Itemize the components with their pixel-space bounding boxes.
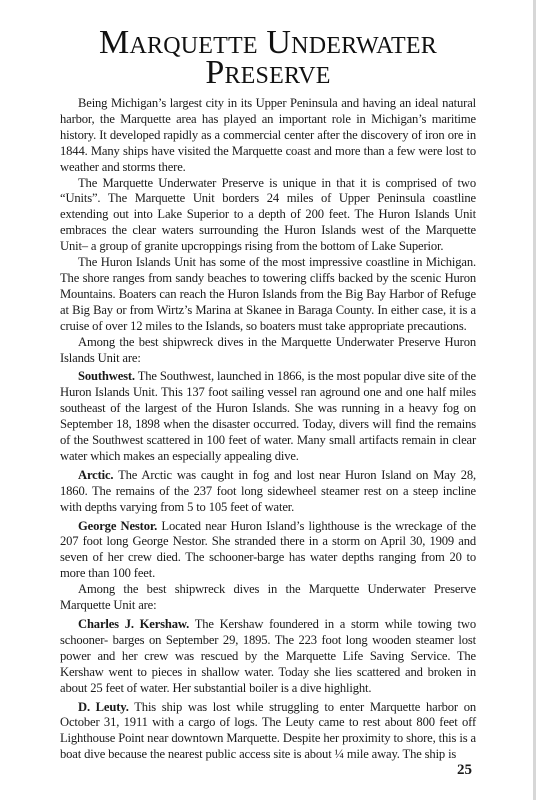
shipwreck-name: Southwest. (78, 369, 135, 384)
shipwreck-name: D. Leuty. (78, 699, 129, 714)
page-title-line-2: Preserve (205, 54, 331, 91)
page-title-line-1: Marquette Underwater (99, 24, 437, 61)
shipwreck-entry-arctic (60, 468, 476, 516)
paragraph: The Marquette Underwater Preserve is unique in that it is comprised of two “Units”. The Marquette Unit borders 24 miles of Upper Peninsula coastline extending out into Lake Superior to a depth of 200 feet. The Huron Islands Unit embraces the clear waters surrounding the Huron Islands west of the Marquette Unit– a group of granite upcroppings rising from the bottom of Lake Superior. (60, 175, 476, 254)
paragraph: Among the best shipwreck dives in the Marquette Underwater Preserve Huron Islands Unit are: (60, 334, 476, 365)
shipwreck-description: Located near Huron Island’s lighthouse is the wreckage of the 207 foot long George Nestor. She stranded there in a storm on April 30, 1909 and seven of her crew died. The schooner-barge has water depths ranging from 20 to more than 100 feet. (60, 518, 476, 581)
shipwreck-name: Charles J. Kershaw. (78, 617, 190, 631)
page-title (0, 24, 536, 91)
shipwreck-description: This ship was lost while struggling to enter Marquette harbor on October 31, 1911 with a cargo of logs. The Leuty came to rest about 800 feet off Lighthouse Point near downtown Marquette. Despite her proximity to shore, this is a boat dive because the nearest public access site is about ¼ mile away. The ship is (60, 699, 476, 762)
article-body (60, 96, 476, 763)
shipwreck-entry-charles-j-kershaw (60, 617, 476, 697)
shipwreck-entry-southwest (60, 369, 476, 464)
paragraph: The Huron Islands Unit has some of the most impressive coastline in Michigan. The shore ranges from sandy beaches to towering cliffs backed by the scenic Huron Mountains. Boaters can reach the Huron Islands from the Big Bay Harbor of Refuge at Big Bay or from Wirtz’s Marina at Skanee in Baraga County. In either case, it is a cruise of over 12 miles to the Islands, so boaters must take appropriate precautions. (60, 255, 476, 333)
shipwreck-entry-george-nestor (60, 519, 476, 583)
shipwreck-description: The Kershaw foundered in a storm while towing two schooner- barges on September 29, 1895. The 223 foot long wooden steamer lost power and her crew was rescued by the Marquette Life Saving Service. The Kershaw went to pieces in shallow water. Today she lies scattered and broken in about 25 feet of water. Her substantial boiler is a dive highlight. (60, 617, 477, 695)
paragraph: Being Michigan’s largest city in its Upper Peninsula and having an ideal natural harbor, the Marquette area has played an important role in Michigan’s maritime history. It developed rapidly as a commercial center after the discovery of iron ore in 1844. Many ships have visited the Marquette coast and more than a few were lost to weather and storms there. (60, 96, 476, 174)
paragraph: Among the best shipwreck dives in the Marquette Underwater Preserve Marquette Unit are: (60, 582, 476, 613)
shipwreck-entry-d-leuty (60, 700, 476, 764)
page-number: 25 (457, 762, 472, 778)
shipwreck-description: The Southwest, launched in 1866, is the most popular dive site of the Huron Islands Unit. This 137 foot sailing vessel ran aground one and one half miles southeast of the largest of the Huron Islands. She was running in a heavy fog on September 18, 1898 when the disaster occurred. Today, divers will find the remains of the Southwest scattered in 100 feet of water. Many small artifacts remain in clear water which makes an especially appealing dive. (60, 369, 476, 463)
shipwreck-description: The Arctic was caught in fog and lost near Huron Island on May 28, 1860. The remains of the 237 foot long sidewheel steamer rest on a steep incline with depths varying from 5 to 105 feet of water. (60, 467, 476, 514)
shipwreck-name: George Nestor. (78, 518, 158, 533)
shipwreck-name: Arctic. (78, 467, 114, 482)
